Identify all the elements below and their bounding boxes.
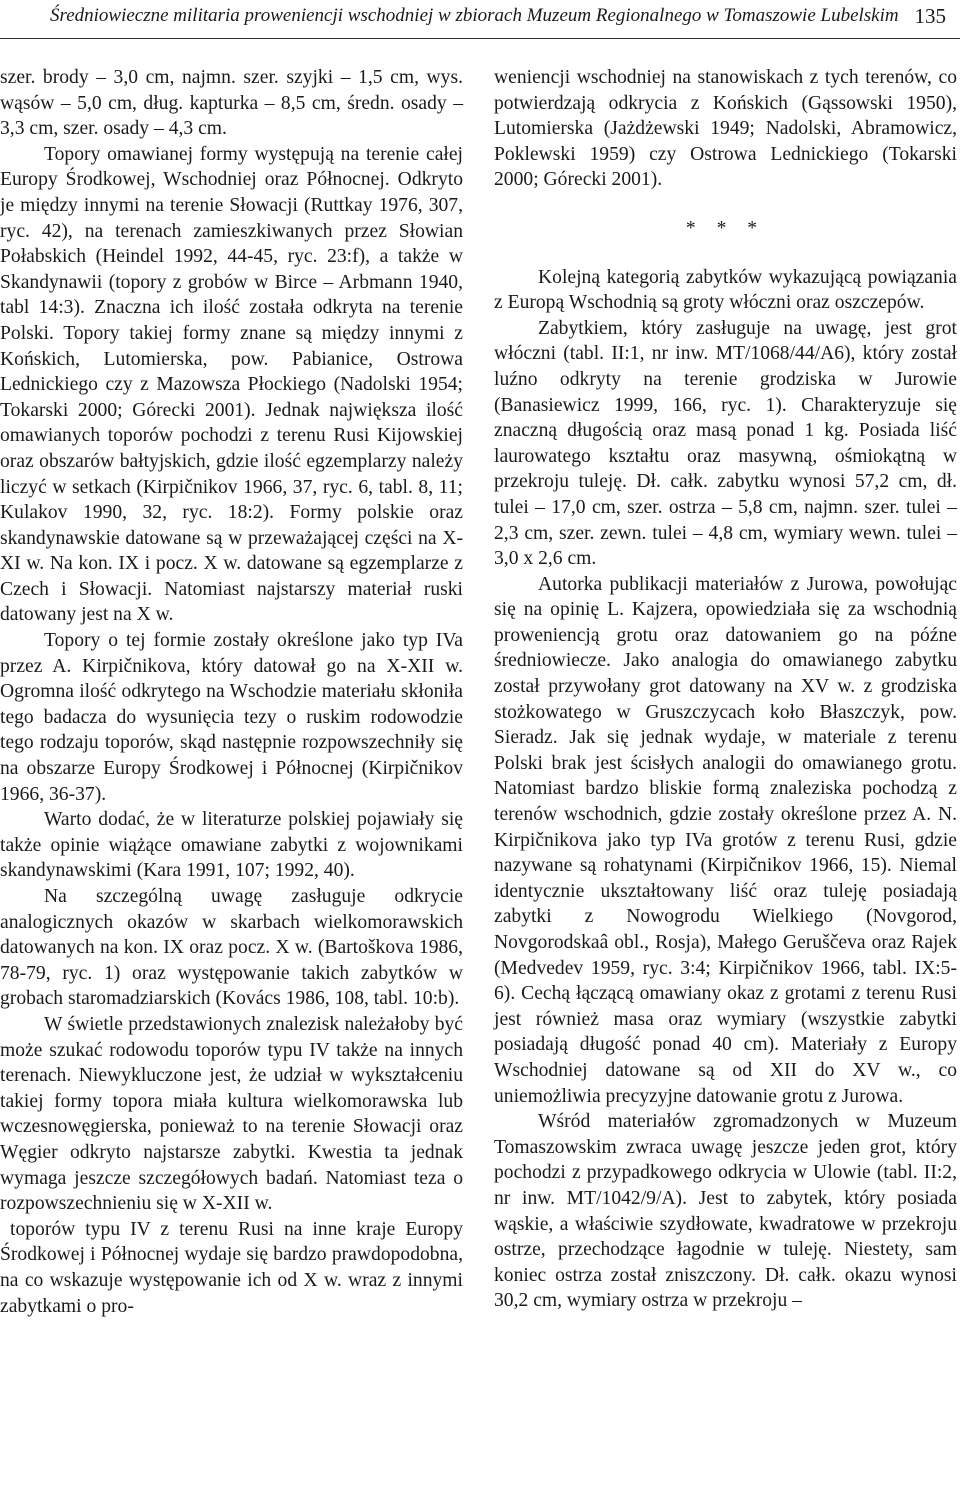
paragraph: weniencji wschodniej na stanowiskach z tych terenów, co potwierdzają odkrycia z Końskich (Gąssowski 1950), Lutomierska (Jażdżewski 1949; Nadolski, Abramowicz, Poklewski 1959) czy Ostrowa Lednickiego (Tokarski 2000; Górecki 2001). <box>494 67 957 191</box>
left-text-column <box>0 65 463 1319</box>
paragraph: Topory omawianej formy występują na terenie całej Europy Środkowej, Wschodniej oraz Północnej. Odkryto je między innymi na terenie Słowacji (Ruttkay 1976, 307, ryc. 42), na terenach zamieszkiwanych przez Słowian Połabskich (Heindel 1992, 44-45, ryc. 23:f), a także w Skandynawii (topory z grobów w Birce – Arbmann 1940, tabl 14:3). Znaczna ich ilość została odkryta na terenie Polski. Topory takiej formy znane są między innymi z Końskich, Lutomierska, pow. Pabianice, Ostrowa Lednickiego czy z Mazowsza Płockiego (Nadolski 1954; Tokarski 2000; Górecki 2001). Jednak największa ilość omawianych toporów pochodzi z terenu Rusi Kijowskiej oraz obszarów bałtyjskich, gdzie ilość egzemplarzy należy liczyć w setkach (Kirpičnikov 1966, 37, ryc. 6, tabl. 8, 11; Kulakov 1990, 32, ryc. 18:2). Formy polskie oraz skandynawskie datowane są w przeważającej części na X-XI w. Na kon. IX i pocz. X w. datowane są egzemplarze z Czech i Słowacji. Natomiast najstarszy materiał ruski datowany jest na X w. <box>0 143 463 626</box>
running-header-title: Średniowieczne militaria proweniencji wschodniej w zbiorach Muzeum Regionalnego w Tomaszowie Lubelskim <box>50 5 899 26</box>
paragraph: Warto dodać, że w literaturze polskiej pojawiały się także opinie wiążące omawiane zabytki z wojownikami skandynawskimi (Kara 1991, 107; 1992, 40). <box>0 809 463 882</box>
paragraph: Na szczególną uwagę zasługuje odkrycie analogicznych okazów w skarbach wielkomorawskich datowanych na kon. IX oraz pocz. X w. (Bartoškova 1986, 78-79, ryc. 1) oraz występowanie takich zabytków w grobach staromadziarskich (Kovács 1986, 108, tabl. 10:b). <box>0 886 463 1010</box>
paragraph: Zabytkiem, który zasługuje na uwagę, jest grot włóczni (tabl. II:1, nr inw. MT/1068/44/A6), który został luźno odkryty na terenie grodziska w Jurowie (Banasiewicz 1999, 166, ryc. 1). Charakteryzuje się znaczną długością oraz masą ponad 1 kg. Posiada liść laurowatego kształtu oraz masywną, ośmiokątną w przekroju tuleję. Dł. całk. zabytku wynosi 57,2 cm, dł. tulei – 17,0 cm, szer. ostrza – 5,8 cm, najmn. szer. tulei – 2,3 cm, szer. zewn. tulei – 4,8 cm, wymiary wewn. tulei – 3,0 x 2,6 cm. <box>494 317 957 570</box>
header-divider <box>0 38 960 39</box>
paragraph: szer. brody – 3,0 cm, najmn. szer. szyjki – 1,5 cm, wys. wąsów – 5,0 cm, dług. kapturka – 8,5 cm, średn. osady – 3,3 cm, szer. osady – 4,3 cm. <box>0 67 463 140</box>
running-header <box>0 0 960 44</box>
paragraph: toporów typu IV z terenu Rusi na inne kraje Europy Środkowej i Północnej wydaje się bardzo prawdopodobna, na co wskazuje występowanie ich od X w. wraz z innymi zabytkami o pro- <box>0 1218 463 1317</box>
paragraph: Kolejną kategorią zabytków wykazującą powiązania z Europą Wschodnią są groty włóczni oraz oszczepów. <box>494 266 957 314</box>
paragraph: Topory o tej formie zostały określone jako typ IVa przez A. Kirpičnikova, który datował go na X-XII w. Ogromna ilość odkrytego na Wschodzie materiału skłoniła tego badacza do wysunięcia tezy o ruskim rodowodzie tego rodzaju toporów, skąd następnie rozpowszechniły się na obszarze Europy Środkowej i Północnej (Kirpičnikov 1966, 36-37). <box>0 630 463 805</box>
paragraph: Wśród materiałów zgromadzonych w Muzeum Tomaszowskim zwraca uwagę jeszcze jeden grot, który pochodzi z przypadkowego odkrycia w Ulowie (tabl. II:2, nr inw. MT/1042/9/A). Jest to zabytek, który posiada wąskie, a właściwie szydłowate, kwadratowe w przekroju ostrze, przechodzące łagodnie w tuleję. Niestety, sam koniec ostrza został zniszczony. Dł. całk. okazu wynosi 30,2 cm, wymiary ostrza w przekroju – <box>494 1111 957 1312</box>
page-number: 135 <box>914 4 946 28</box>
right-text-column <box>494 65 957 1314</box>
paragraph: Autorka publikacji materiałów z Jurowa, powołując się na opinię L. Kajzera, opowiedziała się za wschodnią proweniencją grotu oraz datowaniem go na późne średniowiecze. Jako analogia do omawianego zabytku został przywołany grot datowany na XV w. z grodziska stożkowatego w Gruszczycach koło Błaszczyk, pow. Sieradz. Jak się jednak wydaje, w materiale z terenu Polski brak jest ścisłych analogii do omawianego grotu. Natomiast bardzo bliskie formą znaleziska pochodzą z terenów wschodnich, gdzie zostały określone przez A. N. Kirpičnikova jako typ IVa grotów z terenu Rusi, gdzie nazywane są rohatynami (Kirpičnikov 1966, 15). Niemal identycznie ukształtowany liść oraz tuleję posiadają zabytki z Nowogrodu Wielkiego (Novgorod, Novgorodskaâ obl., Rosja), Małego Geruščeva oraz Rajek (Medvedev 1959, ryc. 3:4; Kirpičnikov 1966, tabl. IX:5-6). Cechą łączącą omawiany okaz z grotami z terenu Rusi jest również masa oraz wymiary (wszystkie zabytki posiadają długość ponad 40 cm). Materiały z Europy Wschodniej datowane są od XII do XV w., co uniemożliwia precyzyjne datowanie grotu z Jurowa. <box>494 573 957 1107</box>
paragraph: W świetle przedstawionych znalezisk należałoby być może szukać rodowodu toporów typu IV także na innych terenach. Niewykluczone jest, że udział w wykształceniu takiej formy topora miała kultura wielkomorawska lub wczesnowęgierska, ponieważ to na terenie Słowacji oraz Węgier odkryto najstarsze zabytki. Kwestia ta jednak wymaga jeszcze szczegółowych badań. Natomiast teza o rozpowszechnieniu się w X-XII w. <box>0 1013 463 1215</box>
section-separator: * * * <box>685 217 766 239</box>
